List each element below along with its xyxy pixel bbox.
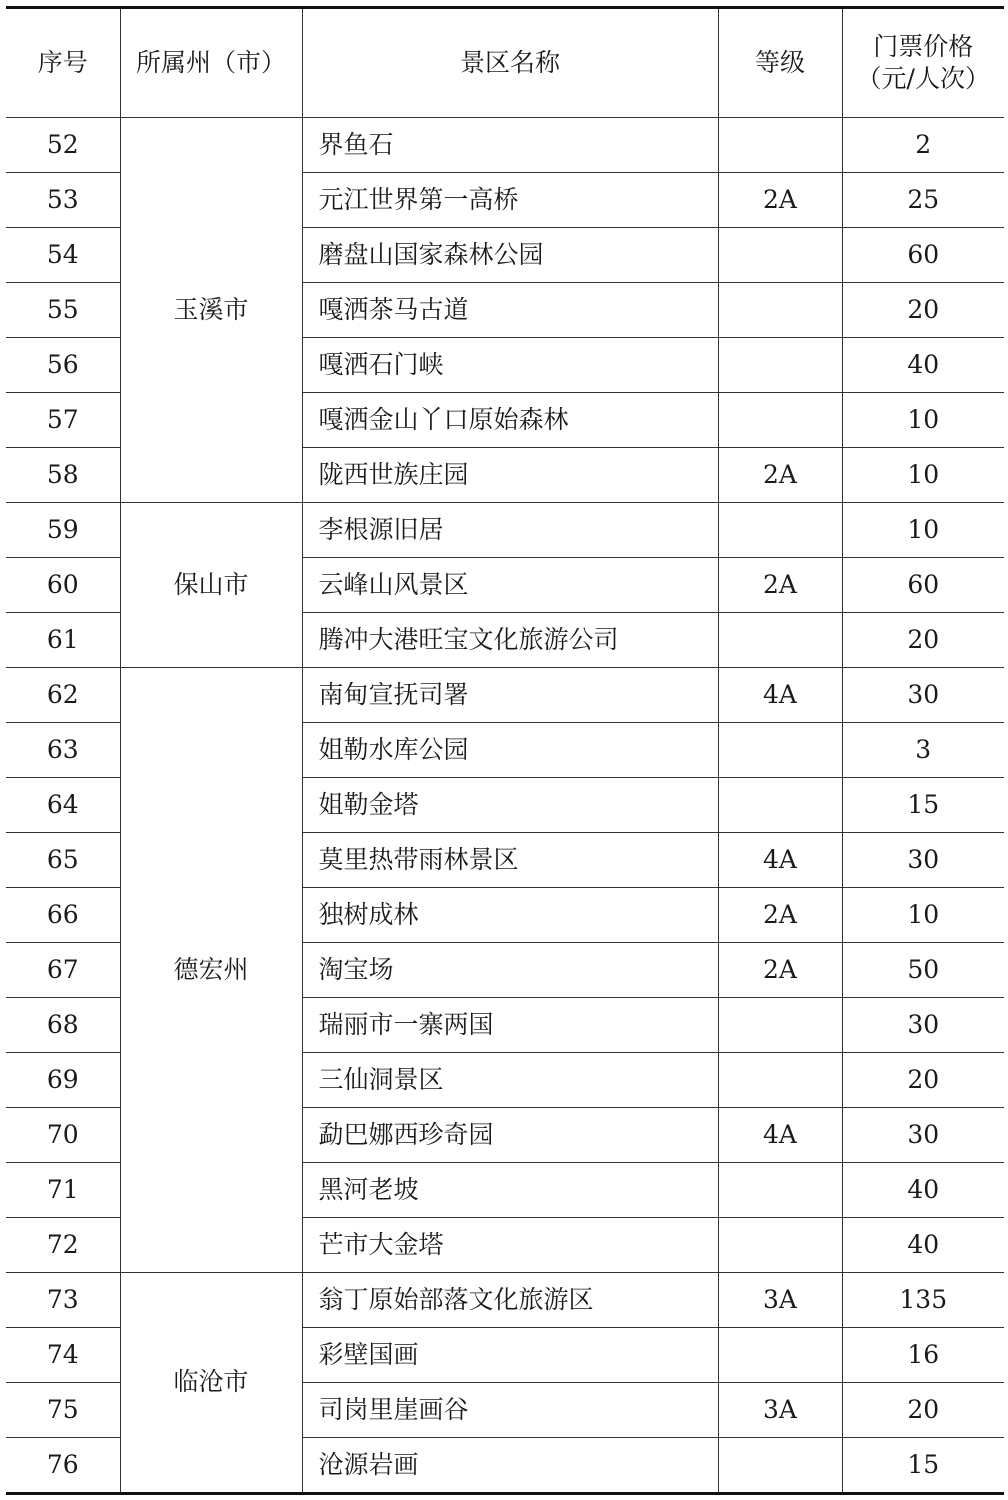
row-level [718,1328,842,1383]
scenic-area-table [6,6,1004,1495]
row-level [718,1218,842,1273]
header-price [842,8,1004,118]
row-scenic-name: 姐勒金塔 [302,778,718,833]
row-price: 20 [842,283,1004,338]
row-index: 52 [6,118,120,173]
row-index: 57 [6,393,120,448]
header-index: 序号 [6,8,120,118]
row-scenic-name: 界鱼石 [302,118,718,173]
row-index: 63 [6,723,120,778]
row-level: 3A [718,1273,842,1328]
row-price: 10 [842,503,1004,558]
row-index: 61 [6,613,120,668]
row-scenic-name: 姐勒水库公园 [302,723,718,778]
row-price: 2 [842,118,1004,173]
row-index: 70 [6,1108,120,1163]
row-price: 30 [842,998,1004,1053]
row-price: 40 [842,338,1004,393]
row-price: 3 [842,723,1004,778]
table-row [6,668,1004,723]
row-price: 15 [842,778,1004,833]
row-index: 55 [6,283,120,338]
row-level [718,283,842,338]
row-index: 68 [6,998,120,1053]
row-level: 4A [718,1108,842,1163]
row-scenic-name: 独树成林 [302,888,718,943]
row-scenic-name: 淘宝场 [302,943,718,998]
row-index: 74 [6,1328,120,1383]
row-price: 10 [842,448,1004,503]
row-scenic-name: 南甸宣抚司署 [302,668,718,723]
row-price: 15 [842,1438,1004,1494]
header-price-line2: （元/人次） [856,64,990,93]
row-index: 67 [6,943,120,998]
row-level: 2A [718,558,842,613]
row-price: 16 [842,1328,1004,1383]
row-index: 54 [6,228,120,283]
header-price-line1: 门票价格 [873,31,974,61]
row-level [718,778,842,833]
row-scenic-name: 李根源旧居 [302,503,718,558]
row-level: 4A [718,668,842,723]
table-row [6,503,1004,558]
row-level [718,1163,842,1218]
table-row [6,1273,1004,1328]
row-index: 53 [6,173,120,228]
row-level [718,1438,842,1494]
row-index: 65 [6,833,120,888]
row-price: 30 [842,668,1004,723]
header-level: 等级 [718,8,842,118]
row-index: 66 [6,888,120,943]
row-scenic-name: 云峰山风景区 [302,558,718,613]
row-index: 64 [6,778,120,833]
row-index: 56 [6,338,120,393]
header-scenic-name: 景区名称 [302,8,718,118]
row-price: 50 [842,943,1004,998]
row-index: 59 [6,503,120,558]
row-price: 40 [842,1163,1004,1218]
row-price: 10 [842,393,1004,448]
row-scenic-name: 勐巴娜西珍奇园 [302,1108,718,1163]
row-scenic-name: 司岗里崖画谷 [302,1383,718,1438]
row-level [718,338,842,393]
row-scenic-name: 彩壁国画 [302,1328,718,1383]
row-scenic-name: 嘎洒石门峡 [302,338,718,393]
row-level: 3A [718,1383,842,1438]
row-index: 60 [6,558,120,613]
row-scenic-name: 瑞丽市一寨两国 [302,998,718,1053]
table-row [6,118,1004,173]
row-price: 20 [842,1053,1004,1108]
row-level: 2A [718,943,842,998]
row-level: 2A [718,888,842,943]
row-scenic-name: 三仙洞景区 [302,1053,718,1108]
table-body [6,118,1004,1494]
row-price: 60 [842,558,1004,613]
row-level [718,118,842,173]
row-price: 135 [842,1273,1004,1328]
row-scenic-name: 嘎洒茶马古道 [302,283,718,338]
row-level [718,393,842,448]
row-index: 58 [6,448,120,503]
row-scenic-name: 黑河老坡 [302,1163,718,1218]
row-city: 玉溪市 [120,118,302,503]
row-city: 德宏州 [120,668,302,1273]
row-scenic-name: 嘎洒金山丫口原始森林 [302,393,718,448]
row-scenic-name: 翁丁原始部落文化旅游区 [302,1273,718,1328]
row-price: 10 [842,888,1004,943]
row-level: 4A [718,833,842,888]
row-scenic-name: 莫里热带雨林景区 [302,833,718,888]
row-price: 30 [842,833,1004,888]
row-index: 62 [6,668,120,723]
row-scenic-name: 元江世界第一高桥 [302,173,718,228]
row-level [718,503,842,558]
row-level: 2A [718,173,842,228]
row-scenic-name: 沧源岩画 [302,1438,718,1494]
row-level: 2A [718,448,842,503]
row-price: 60 [842,228,1004,283]
row-price: 40 [842,1218,1004,1273]
row-price: 20 [842,613,1004,668]
row-scenic-name: 磨盘山国家森林公园 [302,228,718,283]
row-index: 75 [6,1383,120,1438]
row-level [718,228,842,283]
row-city: 保山市 [120,503,302,668]
row-price: 20 [842,1383,1004,1438]
row-scenic-name: 陇西世族庄园 [302,448,718,503]
row-scenic-name: 腾冲大港旺宝文化旅游公司 [302,613,718,668]
row-index: 71 [6,1163,120,1218]
row-index: 69 [6,1053,120,1108]
row-price: 30 [842,1108,1004,1163]
row-index: 76 [6,1438,120,1494]
header-city: 所属州（市） [120,8,302,118]
row-index: 72 [6,1218,120,1273]
row-level [718,1053,842,1108]
row-level [718,723,842,778]
row-scenic-name: 芒市大金塔 [302,1218,718,1273]
row-index: 73 [6,1273,120,1328]
row-level [718,998,842,1053]
row-price: 25 [842,173,1004,228]
header-row [6,8,1004,118]
row-level [718,613,842,668]
row-city: 临沧市 [120,1273,302,1494]
